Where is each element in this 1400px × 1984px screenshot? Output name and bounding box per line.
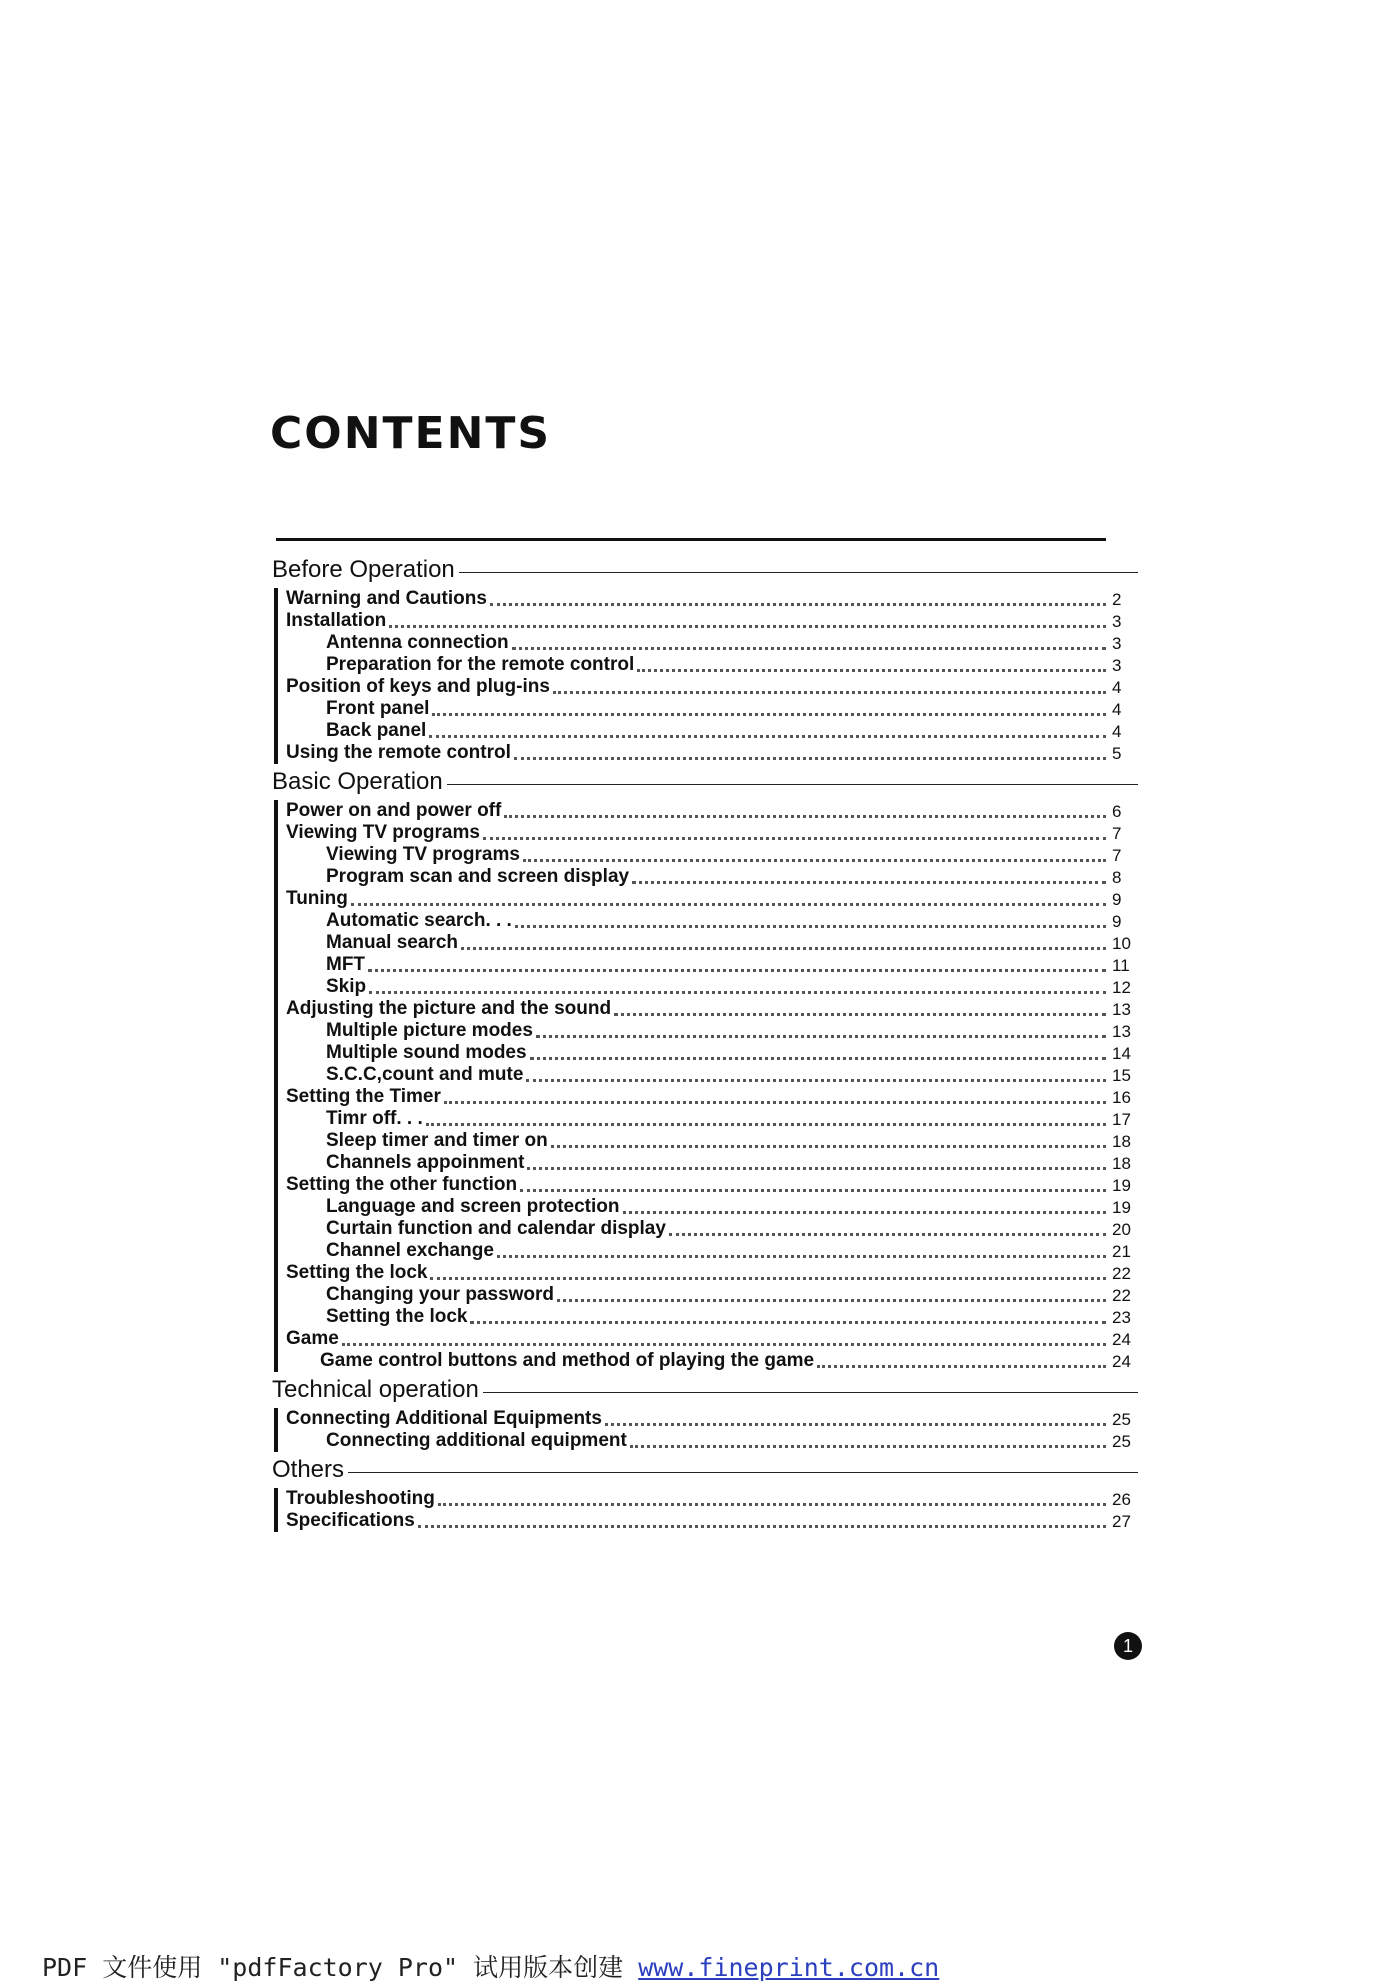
section-heading — [272, 552, 1138, 588]
top-rule — [276, 538, 1106, 541]
toc-section — [272, 764, 1138, 1372]
table-of-contents — [272, 552, 1138, 1532]
toc-entry-title: Viewing TV programs — [326, 844, 520, 865]
toc-entry-title: Connecting additional equipment — [326, 1430, 627, 1451]
toc-entry-title: Curtain function and calendar display — [326, 1218, 666, 1239]
dot-leader — [444, 1101, 1106, 1104]
toc-entry-page: 24 — [1112, 1330, 1131, 1349]
section-rule — [447, 784, 1138, 785]
toc-entry[interactable] — [286, 1240, 1138, 1262]
toc-entry[interactable] — [286, 1196, 1138, 1218]
toc-entry[interactable] — [286, 888, 1138, 910]
toc-entry-title: Troubleshooting — [286, 1488, 435, 1509]
toc-entry[interactable] — [286, 866, 1138, 888]
toc-entry-page: 23 — [1112, 1308, 1131, 1327]
toc-entry-page: 19 — [1112, 1176, 1131, 1195]
toc-entry-page: 8 — [1112, 868, 1122, 887]
dot-leader — [470, 1321, 1106, 1324]
toc-entry-page: 3 — [1112, 656, 1122, 675]
toc-entry[interactable] — [286, 698, 1138, 720]
dot-leader — [527, 1167, 1106, 1170]
toc-entry-page: 5 — [1112, 744, 1122, 763]
toc-entry-title: Connecting Additional Equipments — [286, 1408, 602, 1429]
dot-leader — [342, 1343, 1106, 1346]
dot-leader — [623, 1211, 1107, 1214]
footer-text: PDF 文件使用 "pdfFactory Pro" 试用版本创建 — [42, 1953, 639, 1982]
toc-entry-title: Channels appoinment — [326, 1152, 525, 1173]
toc-entry-page: 14 — [1112, 1044, 1131, 1063]
toc-entry-title: S.C.C,count and mute — [326, 1064, 524, 1085]
dot-leader — [669, 1233, 1106, 1236]
footer-link[interactable]: www.fineprint.com.cn — [638, 1953, 940, 1982]
dot-leader — [369, 991, 1106, 994]
dot-leader — [515, 925, 1106, 928]
toc-entry[interactable] — [286, 1130, 1138, 1152]
toc-entry-title: Setting the lock — [326, 1306, 468, 1327]
toc-entry[interactable] — [286, 1510, 1138, 1532]
toc-entry-title: Preparation for the remote control — [326, 654, 635, 675]
toc-entry-page: 25 — [1112, 1410, 1131, 1429]
toc-entry[interactable] — [286, 1174, 1138, 1196]
toc-entry-page: 9 — [1112, 890, 1122, 909]
toc-entry[interactable] — [286, 1350, 1138, 1372]
section-heading — [272, 764, 1138, 800]
toc-entry-title: Game control buttons and method of playing the game — [320, 1350, 815, 1371]
toc-entry[interactable] — [286, 932, 1138, 954]
toc-entry[interactable] — [286, 844, 1138, 866]
page-title: CONTENTS — [270, 408, 552, 459]
toc-entry-title: Language and screen protection — [326, 1196, 620, 1217]
toc-entry[interactable] — [286, 1328, 1138, 1350]
toc-entry-page: 6 — [1112, 802, 1122, 821]
dot-leader — [551, 1145, 1106, 1148]
toc-entry-title: Viewing TV programs — [286, 822, 480, 843]
dot-leader — [530, 1057, 1106, 1060]
toc-entry-title: Setting the lock — [286, 1262, 428, 1283]
toc-entry[interactable] — [286, 1262, 1138, 1284]
toc-entry-title: Changing your password — [326, 1284, 555, 1305]
dot-leader — [526, 1079, 1106, 1082]
toc-entry-page: 19 — [1112, 1198, 1131, 1217]
toc-entry-title: Using the remote control — [286, 742, 511, 763]
section-entries — [274, 800, 1138, 1372]
section-heading-label: Basic Operation — [272, 768, 443, 795]
toc-entry-title: Back panel — [326, 720, 427, 741]
dot-leader — [817, 1365, 1106, 1368]
toc-entry[interactable] — [286, 1020, 1138, 1042]
dot-leader — [389, 625, 1106, 628]
toc-entry-title: Multiple sound modes — [326, 1042, 527, 1063]
toc-entry-page: 2 — [1112, 590, 1122, 609]
toc-entry-page: 27 — [1112, 1512, 1131, 1531]
toc-entry[interactable] — [286, 588, 1138, 610]
dot-leader — [351, 903, 1106, 906]
toc-entry-page: 22 — [1112, 1286, 1131, 1305]
toc-entry-page: 16 — [1112, 1088, 1131, 1107]
toc-entry-page: 10 — [1112, 934, 1131, 953]
toc-entry-title: Game — [286, 1328, 339, 1349]
dot-leader — [605, 1423, 1106, 1426]
toc-entry[interactable] — [286, 742, 1138, 764]
toc-entry[interactable] — [286, 1488, 1138, 1510]
toc-entry-page: 7 — [1112, 824, 1122, 843]
dot-leader — [514, 757, 1106, 760]
dot-leader — [429, 735, 1106, 738]
toc-entry-title: Program scan and screen display — [326, 866, 630, 887]
section-heading-label: Before Operation — [272, 556, 455, 583]
toc-entry-page: 25 — [1112, 1432, 1131, 1451]
toc-entry[interactable] — [286, 976, 1138, 998]
toc-entry-title: Front panel — [326, 698, 430, 719]
dot-leader — [520, 1189, 1106, 1192]
toc-entry[interactable] — [286, 632, 1138, 654]
toc-entry-page: 11 — [1112, 956, 1130, 975]
toc-entry-page: 9 — [1112, 912, 1122, 931]
section-entries — [274, 1488, 1138, 1532]
dot-leader — [483, 837, 1106, 840]
toc-entry-title: Power on and power off — [286, 800, 502, 821]
section-heading — [272, 1372, 1138, 1408]
toc-entry-title: Multiple picture modes — [326, 1020, 533, 1041]
toc-entry-page: 18 — [1112, 1154, 1131, 1173]
dot-leader — [438, 1503, 1106, 1506]
dot-leader — [630, 1445, 1106, 1448]
toc-entry-page: 21 — [1112, 1242, 1131, 1261]
toc-entry-page: 17 — [1112, 1110, 1131, 1129]
dot-leader — [523, 859, 1106, 862]
toc-entry-page: 7 — [1112, 846, 1122, 865]
dot-leader — [430, 1277, 1106, 1280]
toc-entry[interactable] — [286, 1306, 1138, 1328]
toc-entry-page: 4 — [1112, 678, 1122, 697]
toc-entry[interactable] — [286, 1108, 1138, 1130]
section-rule — [483, 1392, 1138, 1393]
section-entries — [274, 1408, 1138, 1452]
dot-leader — [632, 881, 1106, 884]
section-heading — [272, 1452, 1138, 1488]
dot-leader — [426, 1123, 1106, 1126]
toc-entry[interactable] — [286, 1284, 1138, 1306]
toc-entry-title: Specifications — [286, 1510, 415, 1531]
section-rule — [348, 1472, 1138, 1473]
dot-leader — [614, 1013, 1106, 1016]
toc-entry[interactable] — [286, 800, 1138, 822]
toc-entry-page: 18 — [1112, 1132, 1131, 1151]
toc-entry[interactable] — [286, 1064, 1138, 1086]
dot-leader — [497, 1255, 1106, 1258]
toc-entry[interactable] — [286, 1086, 1138, 1108]
section-heading-label: Technical operation — [272, 1376, 479, 1403]
toc-entry-title: Setting the other function — [286, 1174, 518, 1195]
toc-entry-title: Channel exchange — [326, 1240, 494, 1261]
toc-entry-title: Warning and Cautions — [286, 588, 487, 609]
toc-entry-title: Manual search — [326, 932, 458, 953]
dot-leader — [432, 713, 1106, 716]
toc-entry[interactable] — [286, 1218, 1138, 1240]
toc-entry[interactable] — [286, 610, 1138, 632]
toc-entry[interactable] — [286, 822, 1138, 844]
dot-leader — [418, 1525, 1106, 1528]
dot-leader — [490, 603, 1106, 606]
toc-entry-title: Automatic search. . . — [326, 910, 512, 931]
toc-entry-title: Antenna connection — [326, 632, 509, 653]
toc-entry-page: 3 — [1112, 612, 1122, 631]
dot-leader — [557, 1299, 1106, 1302]
toc-entry-title: Sleep timer and timer on — [326, 1130, 548, 1151]
dot-leader — [637, 669, 1106, 672]
toc-entry[interactable] — [286, 654, 1138, 676]
dot-leader — [504, 815, 1106, 818]
toc-entry-title: Tuning — [286, 888, 348, 909]
dot-leader — [553, 691, 1106, 694]
dot-leader — [512, 647, 1106, 650]
page-number-badge: 1 — [1114, 1632, 1142, 1660]
toc-entry[interactable] — [286, 1152, 1138, 1174]
toc-entry-title: Skip — [326, 976, 367, 997]
toc-entry-page: 4 — [1112, 722, 1122, 741]
toc-entry-title: Setting the Timer — [286, 1086, 441, 1107]
toc-entry[interactable] — [286, 998, 1138, 1020]
toc-entry-title: Position of keys and plug-ins — [286, 676, 550, 697]
toc-entry-page: 13 — [1112, 1000, 1131, 1019]
toc-entry[interactable] — [286, 1408, 1138, 1430]
toc-entry[interactable] — [286, 676, 1138, 698]
toc-entry-page: 26 — [1112, 1490, 1131, 1509]
toc-section — [272, 1372, 1138, 1452]
toc-entry-title: Timr off. . . — [326, 1108, 423, 1129]
toc-entry-page: 4 — [1112, 700, 1122, 719]
section-heading-label: Others — [272, 1456, 345, 1483]
toc-entry[interactable] — [286, 910, 1138, 932]
section-entries — [274, 588, 1138, 764]
dot-leader — [536, 1035, 1106, 1038]
toc-entry[interactable] — [286, 954, 1138, 976]
section-rule — [459, 572, 1138, 573]
toc-entry-page: 22 — [1112, 1264, 1131, 1283]
toc-entry-page: 13 — [1112, 1022, 1131, 1041]
toc-entry-page: 15 — [1112, 1066, 1131, 1085]
toc-entry-title: MFT — [326, 954, 366, 975]
toc-entry-title: Adjusting the picture and the sound — [286, 998, 612, 1019]
toc-entry-page: 12 — [1112, 978, 1131, 997]
toc-entry-page: 3 — [1112, 634, 1122, 653]
dot-leader — [368, 969, 1106, 972]
dot-leader — [461, 947, 1106, 950]
toc-entry[interactable] — [286, 1430, 1138, 1452]
toc-section — [272, 552, 1138, 764]
toc-entry-page: 24 — [1112, 1352, 1131, 1371]
toc-entry-title: Installation — [286, 610, 387, 631]
toc-entry[interactable] — [286, 720, 1138, 742]
toc-entry-page: 20 — [1112, 1220, 1131, 1239]
toc-section — [272, 1452, 1138, 1532]
toc-entry[interactable] — [286, 1042, 1138, 1064]
